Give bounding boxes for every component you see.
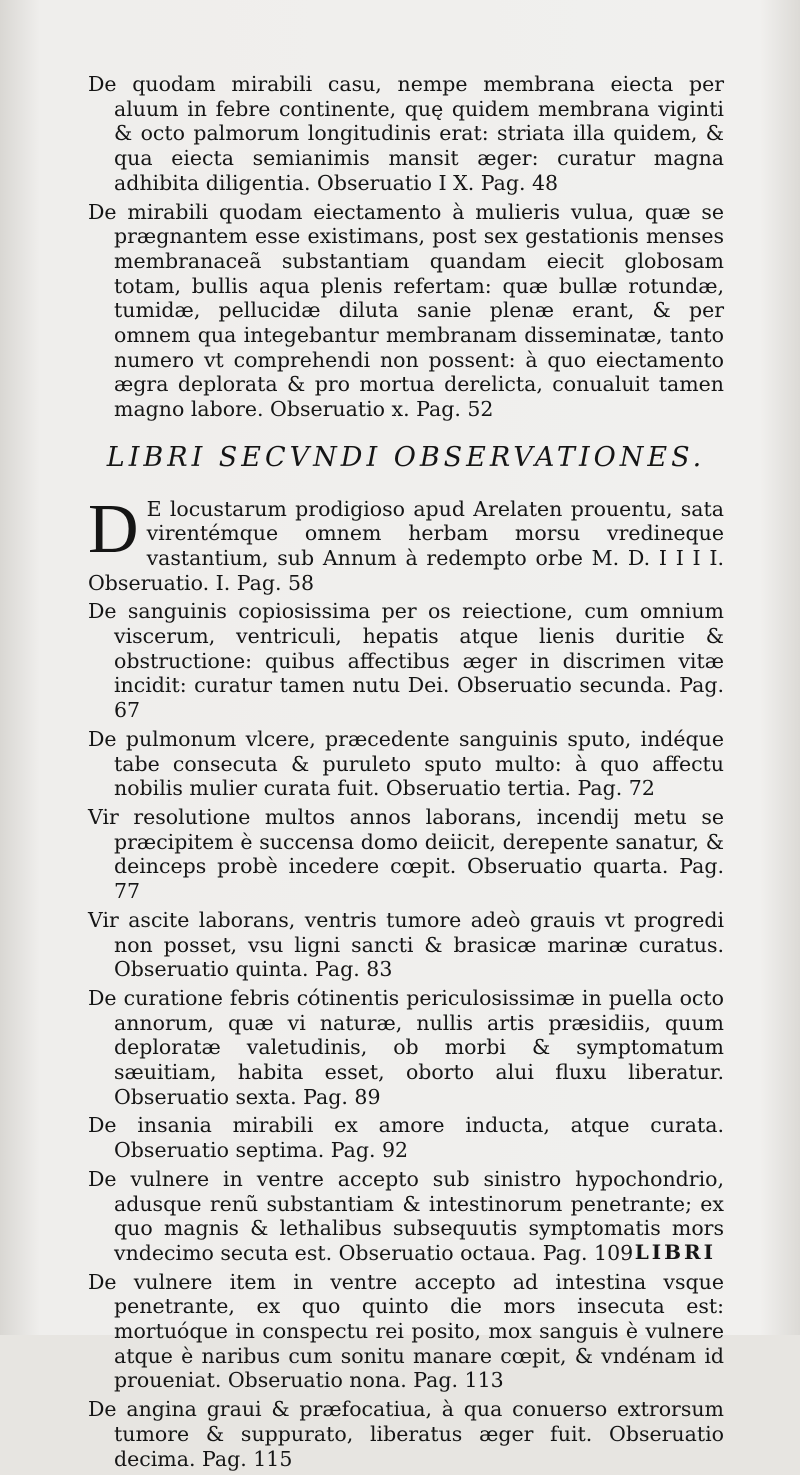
catchword: LIBRI bbox=[634, 1240, 716, 1264]
drop-cap: D bbox=[88, 490, 139, 568]
observation-entry-iv: Vir resolutione multos annos laborans, incendij metu se præcipitem è succensa domo deiicit, derepente sanatur, & deinceps probè incedere cœpit. Obseruatio quarta. Pag. 77 bbox=[88, 804, 724, 904]
observation-entry-ix: De quodam mirabili casu, nempe membrana eiecta per aluum in febre continente, quę quidem membrana viginti & octo palmorum longitudinis erat: striata illa quidem, & qua eiecta semianimis mansit æger: curatur magna adhibita diligentia. Obseruatio I X. Pag. 48 bbox=[88, 72, 724, 195]
observation-entry-iii: De pulmonum vlcere, præcedente sanguinis sputo, indéque tabe consecuta & puruleto sputo multo: à quo affectu nobilis mulier curata fuit. Obseruatio tertia. Pag. 72 bbox=[88, 726, 724, 801]
section-heading: LIBRI SECVNDI OBSERVATIONES. bbox=[106, 441, 706, 473]
page-text bbox=[88, 72, 724, 1475]
observation-entry-x-b: De angina graui & præfocatiua, à qua conuerso extrorsum tumore & suppurato, liberatus æger fuit. Obseruatio decima. Pag. 115 bbox=[88, 1397, 724, 1471]
observation-entry-vi: De curatione febris cótinentis periculosissimæ in puella octo annorum, quæ vi naturæ, nullis artis præsidiis, quum deploratæ valetudinis, ob morbi & symptomatum sæuitiam, habita esset, oborto alui fluxu liberatur. Obseruatio sexta. Pag. 89 bbox=[88, 985, 724, 1109]
observation-entry-i: E locustarum prodigioso apud Arelaten prouentu, sata virentémque omnem herbam morsu vredineque vastantium, sub Annum à redempto orbe M. D. I I I I. Obseruatio. I. Pag. 58 bbox=[88, 496, 724, 595]
observation-entry-viii: De vulnere in ventre accepto sub sinistro hypochondrio, adusque renũ substantiam & intestinorum penetrante; ex quo magnis & lethalibus subsequutis symptomatis mors vndecimo secuta est. Obseruatio octaua. Pag. 109 bbox=[88, 1166, 724, 1265]
observation-entry-vii: De insania mirabili ex amore inducta, atque curata. Obseruatio septima. Pag. 92 bbox=[88, 1113, 724, 1163]
observation-entry-ii: De sanguinis copiosissima per os reiectione, cum omnium viscerum, ventriculi, hepatis atque lienis duritie & obstructione: quibus affectibus æger in discrimen vitæ incidit: curatur tamen nutu Dei. Obseruatio secunda. Pag. 67 bbox=[88, 599, 724, 723]
observation-entry-ix-b: De vulnere item in ventre accepto ad intestina vsque penetrante, ex quo quinto die mors insecuta est: mortuóque in conspectu rei posito, mox sanguis è vulnere atque è naribus cum sonitu manare cœpit, & vndénam id proueniat. Obseruatio nona. Pag. 113 bbox=[88, 1269, 724, 1393]
lead-observation bbox=[88, 490, 724, 596]
observation-entry-x: De mirabili quodam eiectamento à mulieris vulua, quæ se prægnantem esse existimans, post sex gestationis menses membranaceã substantiam quandam eiecit globosam totam, bullis aqua plenis refertam: quæ bullæ rotundæ, tumidæ, pellucidæ diluta sanie plenæ erant, & per omnem qua integebantur membranam disseminatæ, tanto numero vt comprehendi non possent: à quo eiectamento ægra deplorata & pro mortua derelicta, conualuit tamen magno labore. Obseruatio x. Pag. 52 bbox=[88, 199, 724, 422]
observation-entry-v: Vir ascite laborans, ventris tumore adeò grauis vt progredi non posset, vsu ligni sancti & brasicæ marinæ curatus. Obseruatio quinta. Pag. 83 bbox=[88, 907, 724, 982]
